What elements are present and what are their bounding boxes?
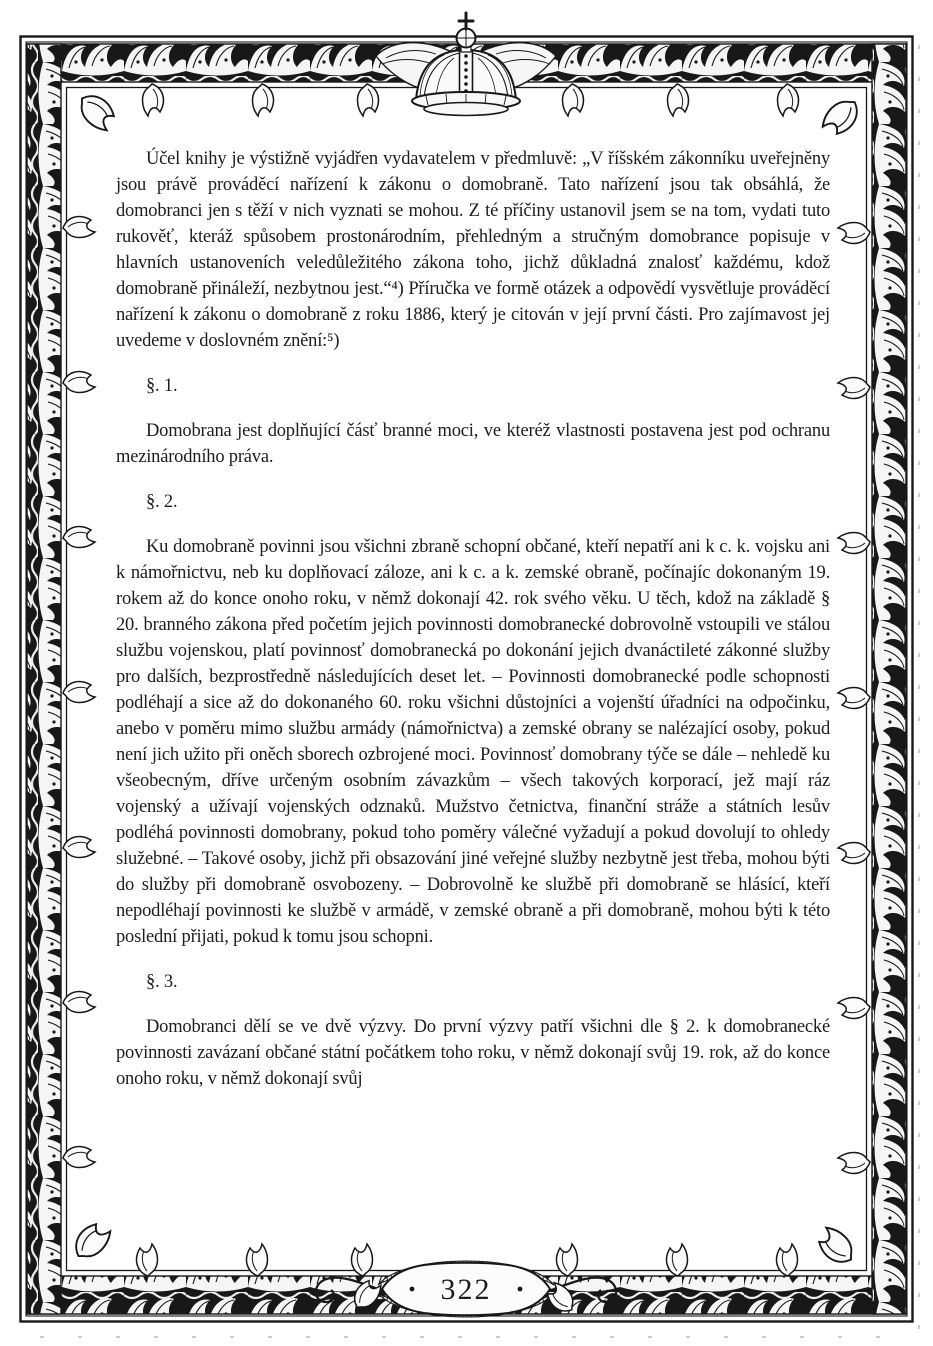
crown-icon [376, 13, 556, 116]
paragraph-intro: Účel knihy je výstižně vyjádřen vydavatelem v předmluvě: „V říšském zákonníku uveřejněny jsou právě prováděcí nařízení k zákonu o domobraně. Tato nařízení jsou tak obsáhlá, že domobranci jen s těží v nich vyznati se mohou. Z té příčiny ustanovil jsem se na tom, vydati tuto rukověť, kteráž spůsobem prostonárodním, přehledným a stručným domobrance popisuje v hlavních ustanoveních veledůležitého zákona toho, jichž důkladná znalosť každému, kdož domobraně přináleží, nezbytnou jest.“⁴) Příručka ve formě otázek a odpovědí vysvětluje prováděcí nařízení k zákonu o domobraně z roku 1886, který je citován v její první části. Pro zajímavost jej uvedeme v doslovném znění:⁵) [116, 149, 830, 351]
paragraph-section-3: Domobranci dělí se ve dvě výzvy. Do první výzvy patří všichni dle § 2. k domobranecké povinnosti zavázaní občané státní počátkem toho roku, v němž dokonají svůj 19. rok, až do konce onoho roku, v němž dokonají svůj [116, 1017, 830, 1089]
section-heading-3: §. 3. [146, 972, 178, 992]
page-number: 322 [440, 1273, 492, 1306]
section-heading-1: §. 1. [146, 376, 178, 396]
page-text [116, 146, 830, 1092]
section-heading-2: §. 2. [146, 492, 178, 512]
paragraph-section-1: Domobrana jest doplňující čásť branné moci, ve kteréž vlastnosti postavena jest pod ochranu mezinárodního práva. [116, 421, 830, 467]
paragraph-section-2: Ku domobraně povinni jsou všichni zbraně schopní občané, kteří nepatří ani k c. k. vojsku ani k námořnictvu, neb ku doplňovací záloze, ani k c. a k. zemské obraně, počínajíc dokonaným 19. rokem až do konce onoho roku, v němž dokonají 42. rok svého věku. U těch, kdož na základě § 20. branného zákona před početím jejich povinnosti domobranecké dobrovolně vstoupili ve stálou službu vojenskou, platí povinnosť domobranecká po dokonání jejich dvanáctileté zákonné služby pro dalších, bezprostředně následujících deset let. – Povinnosti domobranecké podle schopnosti podléhají a sice až do dokonaného 60. roku všichni důstojníci a vojenští úřadníci na odpočinku, anebo v poměru mimo službu armády (námořnictva) a zemské obrany se nalézající osoby, pokud není jich užito při oněch sborech ozbrojené moci. Povinnosť domobrany týče se dále – nehledě ku všeobecným, dříve určeným osobním závazkům – všech takových korporací, jež mají ráz vojenský a užívají vojenských odznaků. Mužstvo četnictva, finanční stráže a státních lesův podléhá povinnosti domobrany, pokud toho poměry válečné vyžadují a pokud dovolují to ohledy služebné. – Takové osoby, jichž při obsazování jiné veřejné služby nezbytně jest třeba, mohou býti do služby při domobraně osvobozeny. – Dobrovolně ke službě při domobraně se hlásící, kteří nepodléhají povinnosti ke službě v armádě, v zemské obraně a při domobraně, mohou býti k této poslední přijati, pokud k tomu jsou schopni. [116, 537, 830, 947]
